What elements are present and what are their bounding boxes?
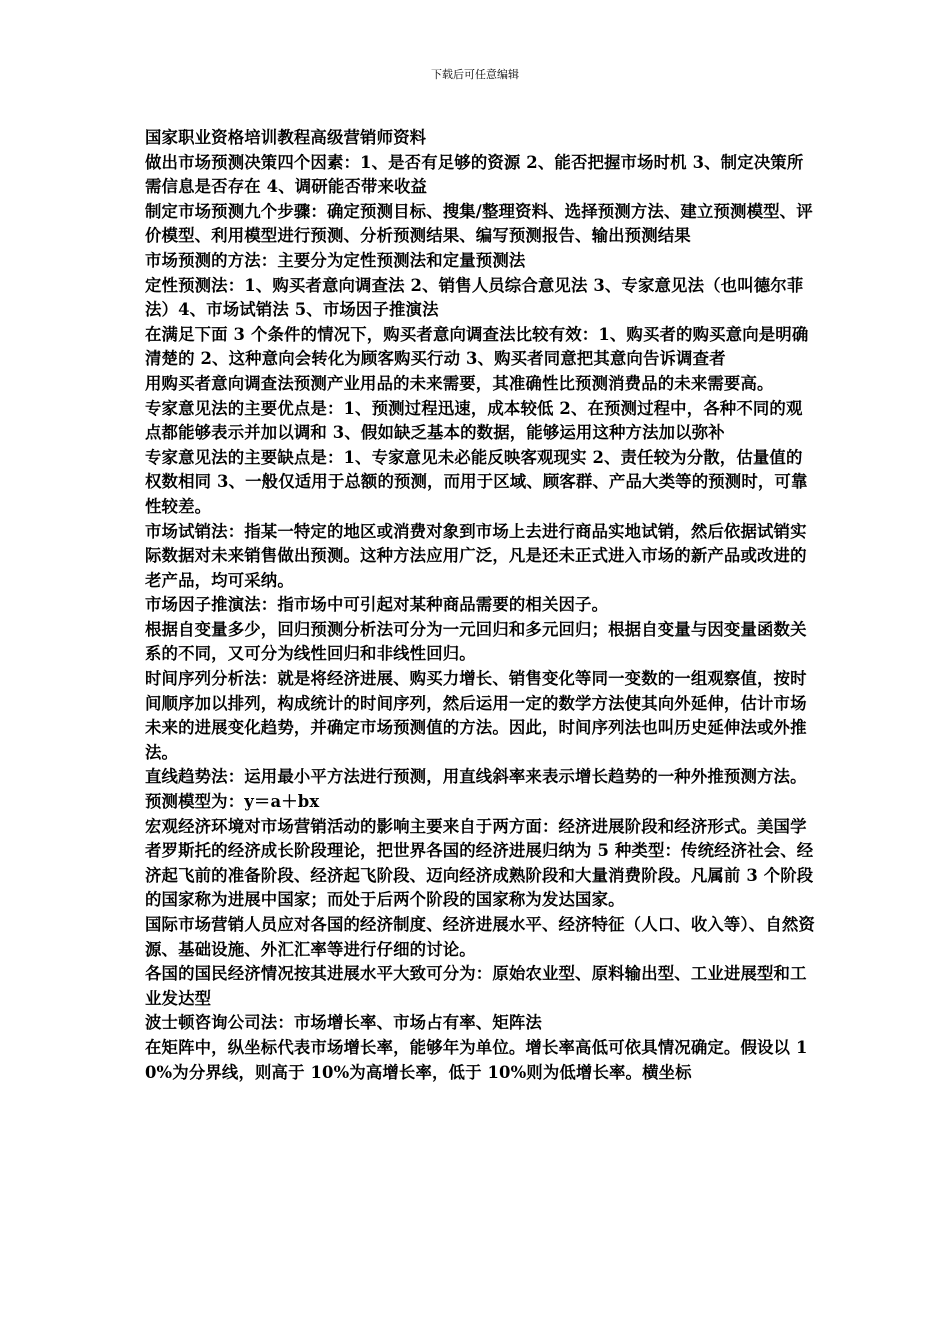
paragraph: 在矩阵中，纵坐标代表市场增长率，能够年为单位。增长率高低可依具情况确定。假设以 10%为分界线，则高于 10%为高增长率，低于 10%则为低增长率。横坐标 (145, 1037, 808, 1082)
paragraph: 专家意见法的主要优点是：1、预测过程迅速，成本较低 2、在预测过程中，各种不同的观点都能够表示并加以调和 3、假如缺乏基本的数据，能够运用这种方法加以弥补 (145, 398, 803, 443)
paragraph: 制定市场预测九个步骤：确定预测目标、搜集/整理资料、选择预测方法、建立预测模型、评价模型、利用模型进行预测、分析预测结果、编写预测报告、输出预测结果 (145, 201, 813, 246)
header-text: 下载后可任意编辑 (431, 68, 519, 81)
paragraph: 市场试销法：指某一特定的地区或消费对象到市场上去进行商品实地试销，然后依据试销实际数据对未来销售做出预测。这种方法应用广泛，凡是还未正式进入市场的新产品或改进的老产品，均可采纳。 (145, 521, 807, 590)
paragraph: 专家意见法的主要缺点是：1、专家意见未必能反映客观现实 2、责任较为分散，估量值的权数相同 3、一般仅适用于总额的预测，而用于区域、顾客群、产品大类等的预测时，可靠性较差。 (145, 447, 808, 516)
document-body (145, 126, 815, 1085)
paragraph: 市场因子推演法：指市场中可引起对某种商品需要的相关因子。 (145, 595, 609, 615)
paragraph: 国际市场营销人员应对各国的经济制度、经济进展水平、经济特征（人口、收入等）、自然资源、基础设施、外汇汇率等进行仔细的讨论。 (145, 915, 815, 959)
paragraph: 宏观经济环境对市场营销活动的影响主要来自于两方面：经济进展阶段和经济形式。美国学者罗斯托的经济成长阶段理论，把世界各国的经济进展归纳为 5 种类型：传统经济社会、经济起飞前的准备阶段、经济起飞阶段、迈向经济成熟阶段和大量消费阶段。凡属前 3 个阶段的国家称为进展中国家；而处于后两个阶段的国家称为发达国家。 (145, 816, 814, 910)
paragraph: 时间序列分析法：就是将经济进展、购买力增长、销售变化等同一变数的一组观察值，按时间顺序加以排列，构成统计的时间序列，然后运用一定的数学方法使其向外延伸，估计市场未来的进展变化趋势，并确定市场预测值的方法。因此，时间序列法也叫历史延伸法或外推法。 (145, 669, 807, 762)
paragraph: 定性预测法：1、购买者意向调查法 2、销售人员综合意见法 3、专家意见法（也叫德尔菲法）4、市场试销法 5、市场因子推演法 (145, 275, 804, 320)
paragraph: 做出市场预测决策四个因素：1、是否有足够的资源 2、能否把握市场时机 3、制定决策所需信息是否存在 4、调研能否带来收益 (145, 152, 804, 197)
document-title: 国家职业资格培训教程高级营销师资料 (145, 128, 427, 147)
paragraph: 市场预测的方法：主要分为定性预测法和定量预测法 (145, 250, 526, 270)
paragraph: 直线趋势法：运用最小平方法进行预测，用直线斜率来表示增长趋势的一种外推预测方法。预测模型为：y＝a＋bx (145, 767, 807, 812)
paragraph: 根据自变量多少，回归预测分析法可分为一元回归和多元回归；根据自变量与因变量函数关系的不同，又可分为线性回归和非线性回归。 (145, 619, 807, 664)
paragraph: 波士顿咨询公司法：市场增长率、市场占有率、矩阵法 (145, 1013, 542, 1033)
page-header (0, 68, 950, 82)
paragraph: 各国的国民经济情况按其进展水平大致可分为：原始农业型、原料输出型、工业进展型和工业发达型 (145, 964, 807, 1008)
paragraph: 在满足下面 3 个条件的情况下，购买者意向调查法比较有效：1、购买者的购买意向是明确清楚的 2、这种意向会转化为顾客购买行动 3、购买者同意把其意向告诉调查者 (145, 324, 809, 369)
paragraph: 用购买者意向调查法预测产业用品的未来需要，其准确性比预测消费品的未来需要高。 (145, 373, 774, 393)
